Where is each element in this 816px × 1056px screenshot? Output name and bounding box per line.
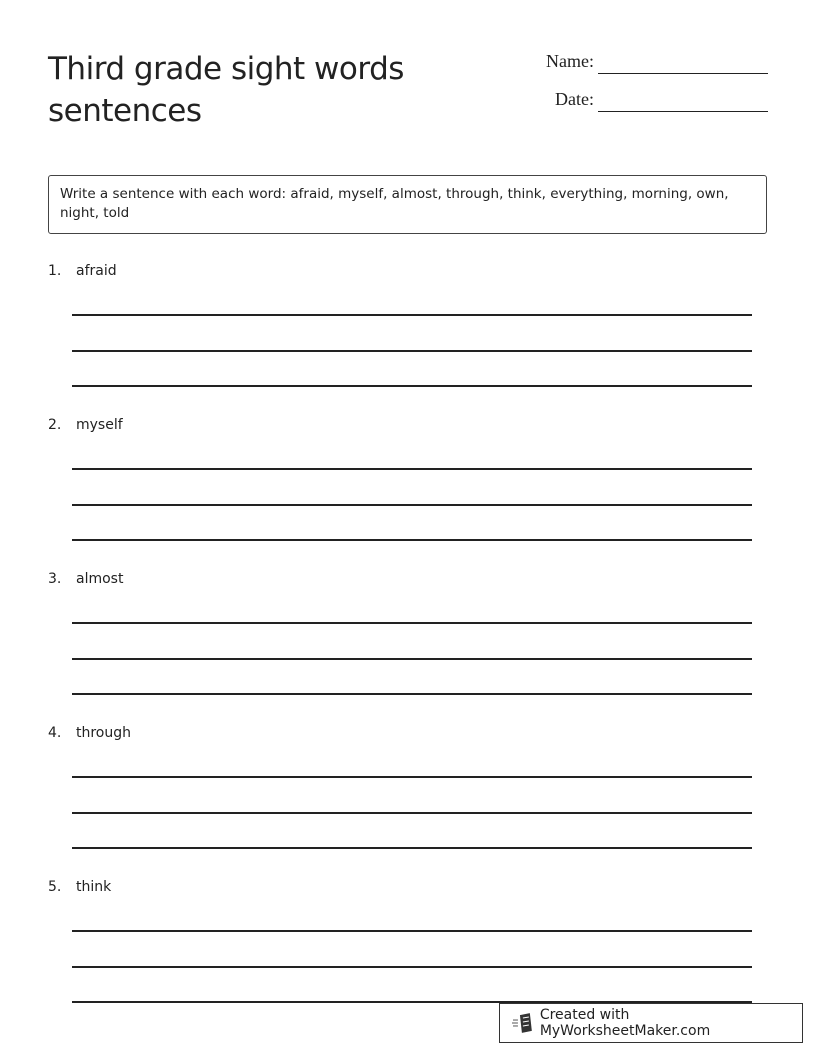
question-word: myself	[76, 417, 123, 433]
name-field[interactable]	[520, 52, 768, 76]
question-item	[48, 417, 768, 571]
writing-line[interactable]	[72, 693, 752, 695]
question-item	[48, 571, 768, 725]
worksheet-logo-icon	[512, 1012, 534, 1034]
name-label: Name:	[546, 51, 594, 71]
date-field[interactable]	[520, 90, 768, 114]
question-word: through	[76, 725, 132, 741]
question-word: think	[76, 879, 112, 895]
writing-line[interactable]	[72, 930, 752, 932]
question-number: 4.	[48, 725, 62, 741]
writing-line[interactable]	[72, 966, 752, 968]
instructions-box: Write a sentence with each word: afraid, myself, almost, through, think, everything, morning, own, night, told	[48, 175, 767, 234]
question-number: 2.	[48, 417, 62, 433]
date-label: Date:	[555, 89, 594, 109]
writing-line[interactable]	[72, 468, 752, 470]
name-line[interactable]	[598, 73, 768, 74]
question-item	[48, 263, 768, 417]
writing-line[interactable]	[72, 622, 752, 624]
date-line[interactable]	[598, 111, 768, 112]
writing-line[interactable]	[72, 812, 752, 814]
writing-line[interactable]	[72, 350, 752, 352]
writing-line[interactable]	[72, 847, 752, 849]
question-item	[48, 725, 768, 879]
credit-text: Created with MyWorksheetMaker.com	[539, 1007, 711, 1039]
question-word: almost	[76, 571, 124, 587]
writing-line[interactable]	[72, 539, 752, 541]
writing-line[interactable]	[72, 504, 752, 506]
writing-line[interactable]	[72, 385, 752, 387]
writing-line[interactable]	[72, 776, 752, 778]
worksheet-title: Third grade sight words sentences	[48, 51, 404, 129]
question-number: 5.	[48, 879, 62, 895]
question-number: 1.	[48, 263, 62, 279]
credit-badge	[499, 1003, 803, 1043]
question-number: 3.	[48, 571, 62, 587]
question-word: afraid	[76, 263, 117, 279]
writing-line[interactable]	[72, 658, 752, 660]
writing-line[interactable]	[72, 314, 752, 316]
